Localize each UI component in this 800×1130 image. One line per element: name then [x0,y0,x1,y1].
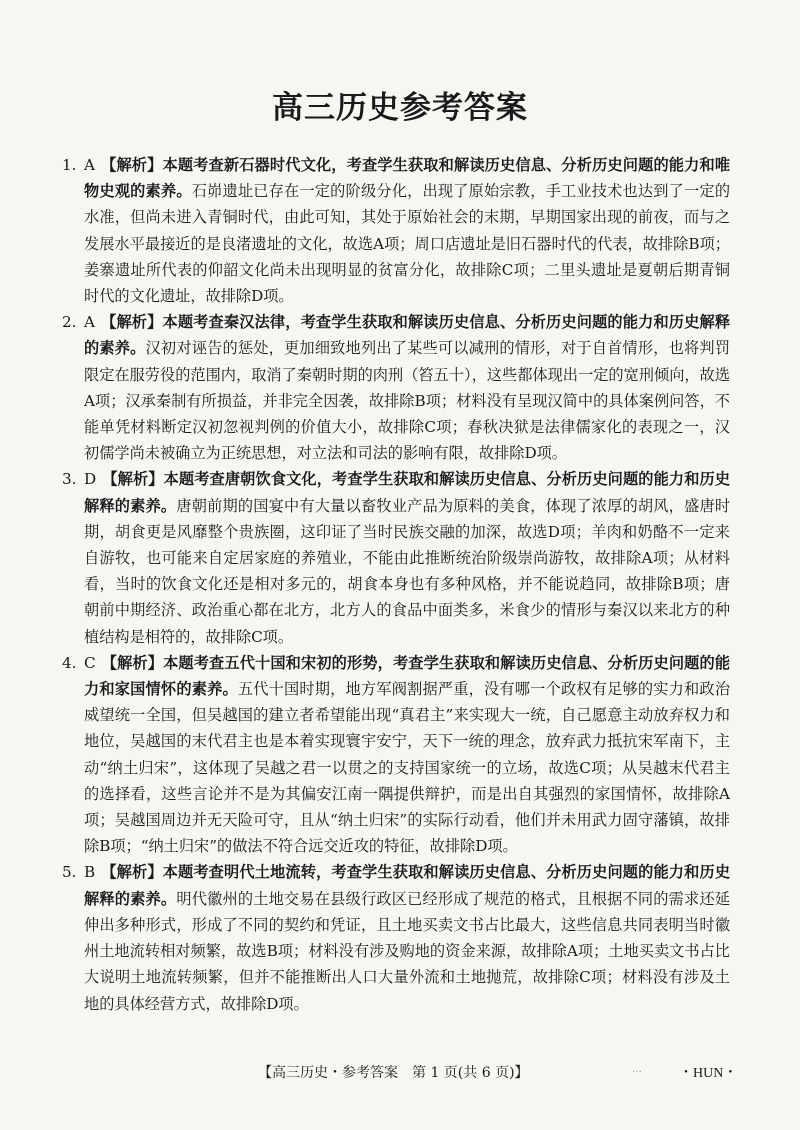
answer-explanation: 明代徽州的土地交易在县级行政区已经形成了规范的格式，且根据不同的需求还延伸出多种形式，形成了不同的契约和凭证，且土地买卖文书占比最大，这些信息共同表明当时徽州土地流转相对频繁，故选B项；材料没有涉及购地的资金来源，故排除A项；土地买卖文书占比大说明土地流转频繁，但并不能推断出人口大量外流和土地抛荒，故排除C项；材料没有涉及土地的具体经营方式，故排除D项。 [84,889,731,1013]
answer-explanation: 石峁遗址已存在一定的阶级分化，出现了原始宗教，手工业技术也达到了一定的水准，但尚未进入青铜时代，由此可知，其处于原始社会的末期，早期国家出现的前夜，而与之发展水平最接近的是良渚遗址的文化，故选A项；周口店遗址是旧石器时代的代表，故排除B项；姜寨遗址所代表的仰韶文化尚未出现明显的贫富分化，故排除C项；二里头遗址是夏朝后期青铜时代的文化遗址，故排除D项。 [84,182,731,306]
page-title: 高三历史参考答案 [272,90,528,126]
answer-item [62,859,730,1016]
footer-code: ・HUN・ [679,1066,738,1081]
answer-lead: 【解析】本题考查秦汉法律，考查学生获取和解读历史信息、分析历史问题的能力和历史解释的素养。 [84,313,730,358]
answer-list [62,152,730,1017]
answer-explanation: 汉初对诬告的惩处，更加细致地列出了某些可以减刑的情形，对于自首情形，也将判罚限定在服劳役的范围内，取消了秦朝时期的肉刑（笞五十），这些都体现出一定的宽刑倾向，故选A项；汉承秦制有所损益，并非完全因袭，故排除B项；材料没有呈现汉简中的具体案例问答，不能单凭材料断定汉初忽视判例的价值大小，故排除C项；春秋决狱是法律儒家化的表现之一，汉初儒学尚未被确立为正统思想，对立法和司法的影响有限，故排除D项。 [84,339,731,463]
answer-choice: A [84,156,95,174]
answer-lead: 【解析】本题考查五代十国和宋初的形势，考查学生获取和解读历史信息、分析历史问题的能力和家国情怀的素养。 [84,653,730,699]
question-number: 5. [62,863,77,882]
answer-explanation: 五代十国时期，地方军阀割据严重，没有哪一个政权有足够的实力和政治威望统一全国，但吴越国的建立者希望能出现“真君主”来实现大一统，自己愿意主动放弃权力和地位，吴越国的末代君主也是本着实现寰宇安宁，天下一统的理念，放弃武力抵抗宋军南下，主动“纳土归宋”，这体现了吴越之君一以贯之的支持国家统一的立场，故选C项；从吴越末代君主的选择看，这些言论并不是为其偏安江南一隅提供辩护，而是出自其强烈的家国情怀，故排除A项；吴越国周边并无天险可守，且从“纳土归宋”的实际行动看，他们并未用武力固守藩镇，故排除B项；“纳土归宋”的做法不符合远交近攻的特征，故排除D项。 [84,680,731,856]
answer-choice: C [84,653,96,672]
footer-page-info: 【高三历史・参考答案 第 1 页(共 6 页)】 [258,1065,529,1081]
question-number: 2. [62,313,77,332]
question-number: 4. [62,653,77,672]
question-number: 3. [62,470,77,489]
answer-item [62,466,730,649]
answer-choice: B [84,863,96,882]
answer-item [62,152,730,309]
answer-lead: 【解析】本题考查明代土地流转，考查学生获取和解读历史信息、分析历史问题的能力和历史解释的素养。 [84,863,730,908]
answer-choice: D [84,470,97,489]
question-number: 1. [62,156,77,174]
answer-explanation: 唐朝前期的国宴中有大量以畜牧业产品为原料的美食，体现了浓厚的胡风，盛唐时期，胡食更是风靡整个贵族圈，这印证了当时民族交融的加深，故选D项；羊肉和奶酪不一定来自游牧，也可能来自定居家庭的养殖业，不能由此推断统治阶级崇尚游牧，故排除A项；从材料看，当时的饮食文化还是相对多元的，胡食本身也有多种风格，并不能说趋同，故排除B项；唐朝前中期经济、政治重心都在北方，北方人的食品中面类多，米食少的情形与秦汉以来北方的种植结构是相符的，故排除C项。 [84,496,731,646]
answer-item [62,650,730,860]
footer-mark: … [632,1064,642,1075]
answer-lead: 【解析】本题考查唐朝饮食文化，考查学生获取和解读历史信息、分析历史问题的能力和历史解释的素养。 [84,470,730,515]
answer-lead: 【解析】本题考查新石器时代文化，考查学生获取和解读历史信息、分析历史问题的能力和唯物史观的素养。 [84,156,730,201]
answer-item [62,309,730,466]
answer-choice: A [84,313,95,332]
